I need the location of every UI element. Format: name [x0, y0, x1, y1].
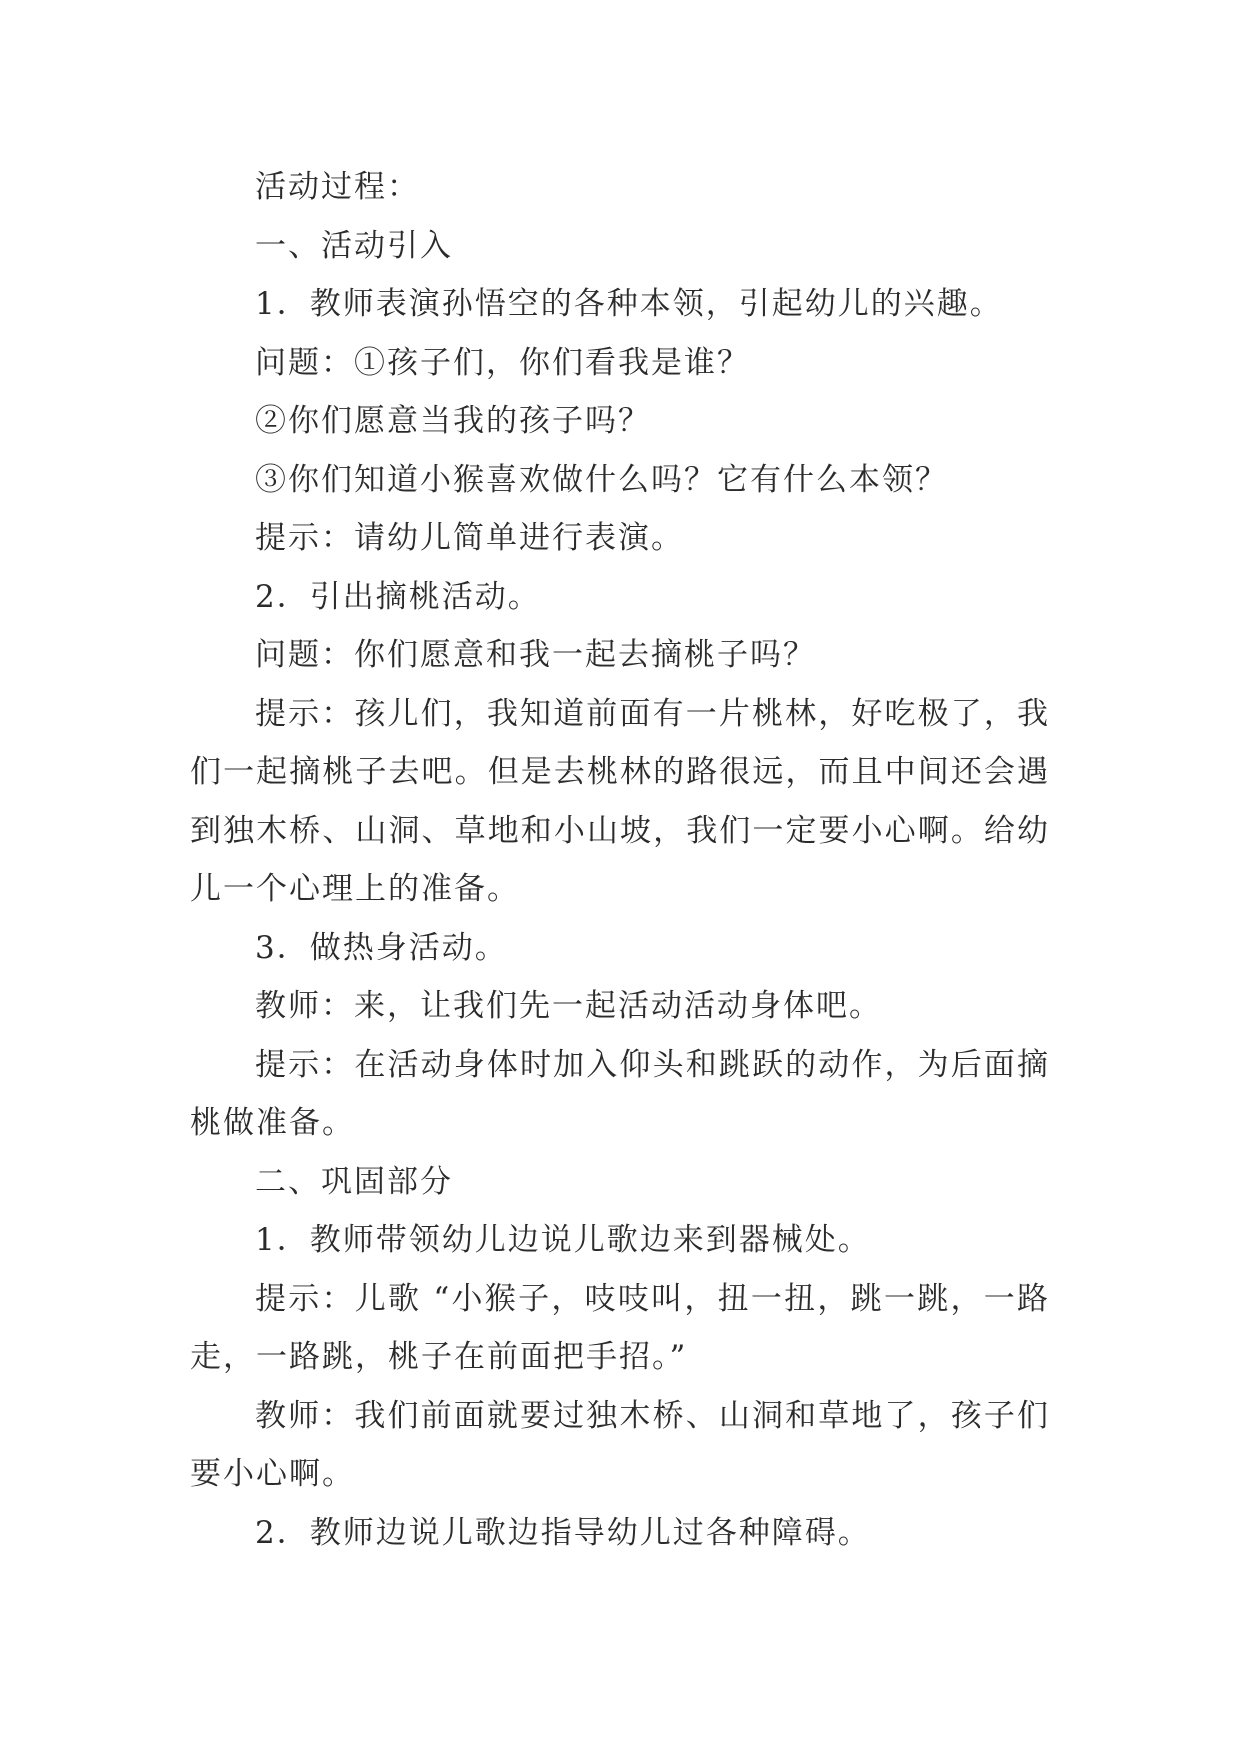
paragraph: 1．教师带领幼儿边说儿歌边来到器械处。 — [255, 1222, 871, 1258]
section-heading-intro: 一、活动引入 — [255, 227, 453, 264]
paragraph: ③你们知道小猴喜欢做什么吗？它有什么本领？ — [255, 461, 948, 498]
paragraph: 提示：孩儿们，我知道前面有一片桃林，好吃极了，我们一起摘桃子去吧。但是去桃林的路很远，而且中间还会遇到独木桥、山洞、草地和小山坡，我们一定要小心啊。给幼儿一个心理上的准备。 — [190, 695, 1050, 907]
paragraph: 问题：你们愿意和我一起去摘桃子吗？ — [255, 637, 816, 673]
paragraph: 2．教师边说儿歌边指导幼儿过各种障碍。 — [255, 1514, 871, 1551]
paragraph: 提示：请幼儿简单进行表演。 — [255, 520, 684, 556]
paragraph: 提示：在活动身体时加入仰头和跳跃的动作，为后面摘桃做准备。 — [190, 1046, 1050, 1141]
paragraph: 1．教师表演孙悟空的各种本领，引起幼儿的兴趣。 — [255, 286, 1003, 322]
section-heading-consolidation: 二、巩固部分 — [255, 1163, 453, 1200]
document-body — [190, 158, 1050, 1562]
paragraph: 提示：儿歌 “小猴子，吱吱叫，扭一扭，跳一跳，一路走，一路跳，桃子在前面把手招。” — [190, 1280, 1050, 1375]
paragraph: 3．做热身活动。 — [255, 929, 508, 966]
paragraph: ②你们愿意当我的孩子吗？ — [255, 403, 651, 439]
paragraph: 2．引出摘桃活动。 — [255, 578, 541, 615]
paragraph: 教师：来，让我们先一起活动活动身体吧。 — [255, 988, 882, 1024]
paragraph: 教师：我们前面就要过独木桥、山洞和草地了，孩子们要小心啊。 — [190, 1397, 1050, 1492]
paragraph: 问题：①孩子们，你们看我是谁？ — [255, 344, 750, 381]
section-heading-process: 活动过程： — [255, 169, 420, 205]
